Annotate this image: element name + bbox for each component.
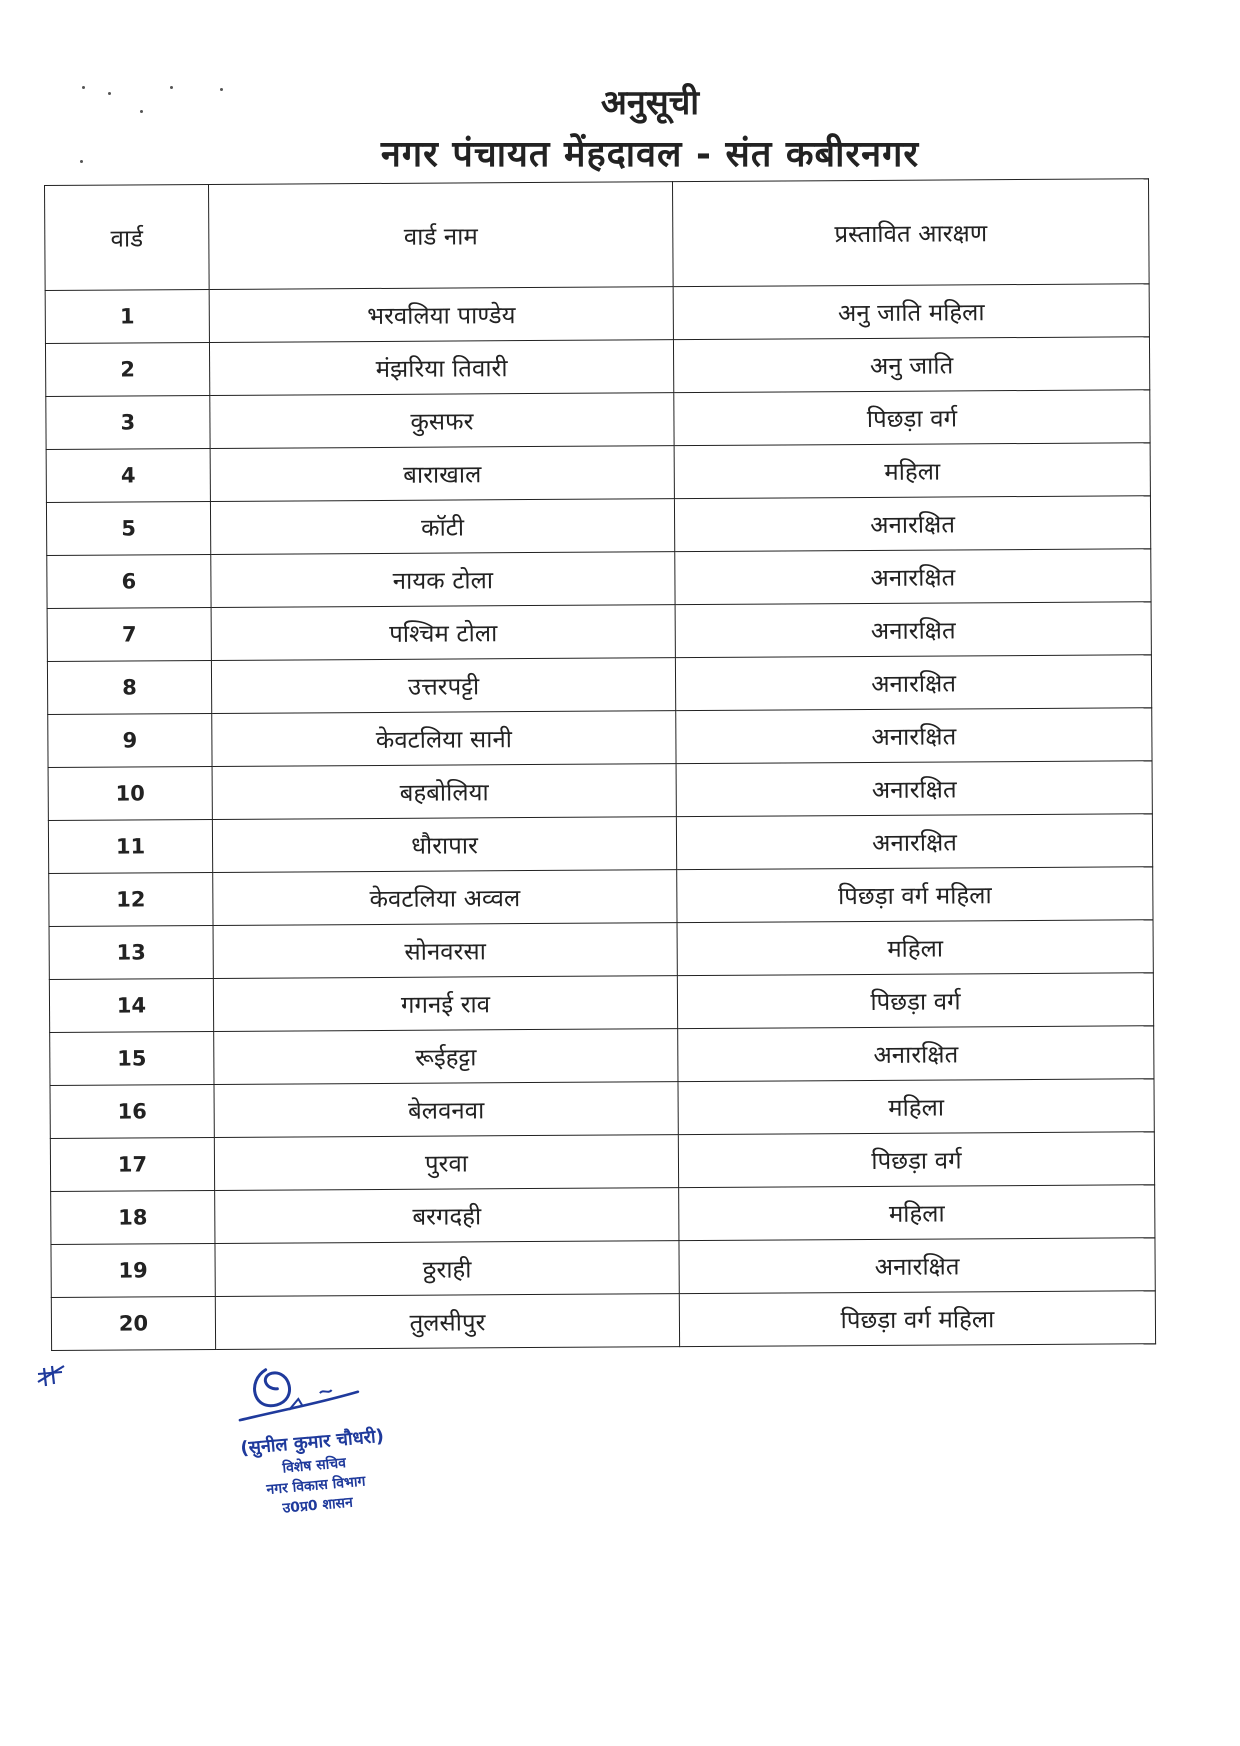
ward-number-cell: 5 — [46, 501, 210, 555]
ward-name-cell: धौरापार — [212, 817, 676, 873]
initial-mark-icon — [34, 1360, 68, 1392]
ward-name-cell: कॉटी — [210, 499, 674, 555]
table-header-row — [45, 179, 1150, 291]
signatory-designation: विशेष सचिव — [281, 1455, 347, 1477]
table-row — [48, 761, 1152, 821]
ward-name-cell: नायक टोला — [211, 552, 675, 608]
ward-number-cell: 8 — [47, 660, 211, 714]
reservation-cell: पिछड़ा वर्ग — [677, 973, 1153, 1029]
ward-number-cell: 19 — [51, 1243, 215, 1297]
reservation-cell: पिछड़ा वर्ग महिला — [677, 867, 1153, 923]
ward-number-cell: 1 — [45, 289, 209, 343]
ward-name-cell: ठ्ठराही — [215, 1241, 679, 1297]
table-row — [48, 814, 1152, 874]
ward-name-cell: बहबोलिया — [212, 764, 676, 820]
table-row — [48, 708, 1152, 768]
ward-name-cell: उत्तरपट्टी — [211, 658, 675, 714]
ward-number-cell: 18 — [51, 1190, 215, 1244]
ward-number-cell: 20 — [51, 1296, 215, 1350]
table-row — [46, 496, 1150, 556]
document-title: अनुसूची — [600, 83, 700, 123]
reservation-cell: अनु जाति महिला — [673, 284, 1149, 340]
reservation-cell: अनारक्षित — [675, 602, 1151, 658]
ward-number-cell: 14 — [49, 978, 213, 1032]
ward-name-cell: पुरवा — [214, 1135, 678, 1191]
table-row — [49, 920, 1153, 980]
ward-name-cell: सोनवरसा — [213, 923, 677, 979]
table-row — [51, 1185, 1155, 1245]
ward-number-cell: 11 — [48, 819, 212, 873]
reservation-cell: अनारक्षित — [675, 655, 1151, 711]
reservation-cell: अनारक्षित — [679, 1238, 1155, 1294]
reservation-cell: अनारक्षित — [676, 708, 1152, 764]
header-ward-name: वार्ड नाम — [208, 182, 673, 290]
ward-reservation-table — [44, 178, 1156, 1351]
reservation-cell: महिला — [678, 1079, 1154, 1135]
ward-name-cell: केवटलिया अव्वल — [213, 870, 677, 926]
reservation-cell: अनारक्षित — [676, 814, 1152, 870]
table-row — [47, 602, 1151, 662]
reservation-cell: महिला — [674, 443, 1150, 499]
ward-name-cell: बेलवनवा — [214, 1082, 678, 1138]
table-row — [51, 1238, 1155, 1298]
document-subtitle: नगर पंचायत मेंहदावल - संत कबीरनगर — [380, 134, 920, 175]
ward-name-cell: बरगदही — [215, 1188, 679, 1244]
ward-number-cell: 16 — [50, 1084, 214, 1138]
ward-number-cell: 9 — [48, 713, 212, 767]
table-row — [46, 443, 1150, 503]
table-row — [47, 655, 1151, 715]
ward-number-cell: 12 — [49, 872, 213, 926]
ward-name-cell: रूईहट्टा — [214, 1029, 678, 1085]
ward-number-cell: 4 — [46, 448, 210, 502]
table-row — [51, 1291, 1155, 1351]
reservation-cell: पिछड़ा वर्ग — [674, 390, 1150, 446]
ward-name-cell: केवटलिया सानी — [212, 711, 676, 767]
table-row — [45, 284, 1149, 344]
reservation-cell: महिला — [679, 1185, 1155, 1241]
table-row — [45, 337, 1149, 397]
reservation-cell: पिछड़ा वर्ग — [678, 1132, 1154, 1188]
reservation-cell: अनारक्षित — [674, 496, 1150, 552]
signature-block — [205, 1348, 417, 1515]
ward-number-cell: 3 — [46, 395, 210, 449]
ward-name-cell: बाराखाल — [210, 446, 674, 502]
ward-name-cell: भरवलिया पाण्डेय — [209, 287, 673, 343]
reservation-cell: पिछड़ा वर्ग महिला — [679, 1291, 1155, 1347]
ward-number-cell: 7 — [47, 607, 211, 661]
header-ward: वार्ड — [45, 184, 210, 290]
table-row — [49, 973, 1153, 1033]
ward-number-cell: 10 — [48, 766, 212, 820]
reservation-cell: अनारक्षित — [675, 549, 1151, 605]
ward-number-cell: 6 — [47, 554, 211, 608]
ward-name-cell: कुसफर — [210, 393, 674, 449]
handwritten-signature — [225, 1351, 371, 1433]
reservation-cell: अनारक्षित — [676, 761, 1152, 817]
ward-number-cell: 17 — [50, 1137, 214, 1191]
ward-number-cell: 13 — [49, 925, 213, 979]
table-row — [47, 549, 1151, 609]
reservation-cell: अनु जाति — [673, 337, 1149, 393]
ward-name-cell: तुलसीपुर — [215, 1294, 679, 1350]
ward-name-cell: पश्चिम टोला — [211, 605, 675, 661]
reservation-cell: अनारक्षित — [678, 1026, 1154, 1082]
signatory-government: उ0प्र0 शासन — [281, 1494, 354, 1517]
table-row — [49, 867, 1153, 927]
table-row — [50, 1132, 1154, 1192]
ward-number-cell: 2 — [45, 342, 209, 396]
table-row — [50, 1079, 1154, 1139]
ward-name-cell: गगनई राव — [213, 976, 677, 1032]
signatory-name: (सुनील कुमार चौधरी) — [239, 1425, 385, 1460]
ward-number-cell: 15 — [50, 1031, 214, 1085]
table-row — [50, 1026, 1154, 1086]
signatory-department: नगर विकास विभाग — [265, 1473, 367, 1499]
ward-name-cell: मंझरिया तिवारी — [209, 340, 673, 396]
reservation-cell: महिला — [677, 920, 1153, 976]
header-reservation: प्रस्तावित आरक्षण — [672, 179, 1149, 287]
table-row — [46, 390, 1150, 450]
